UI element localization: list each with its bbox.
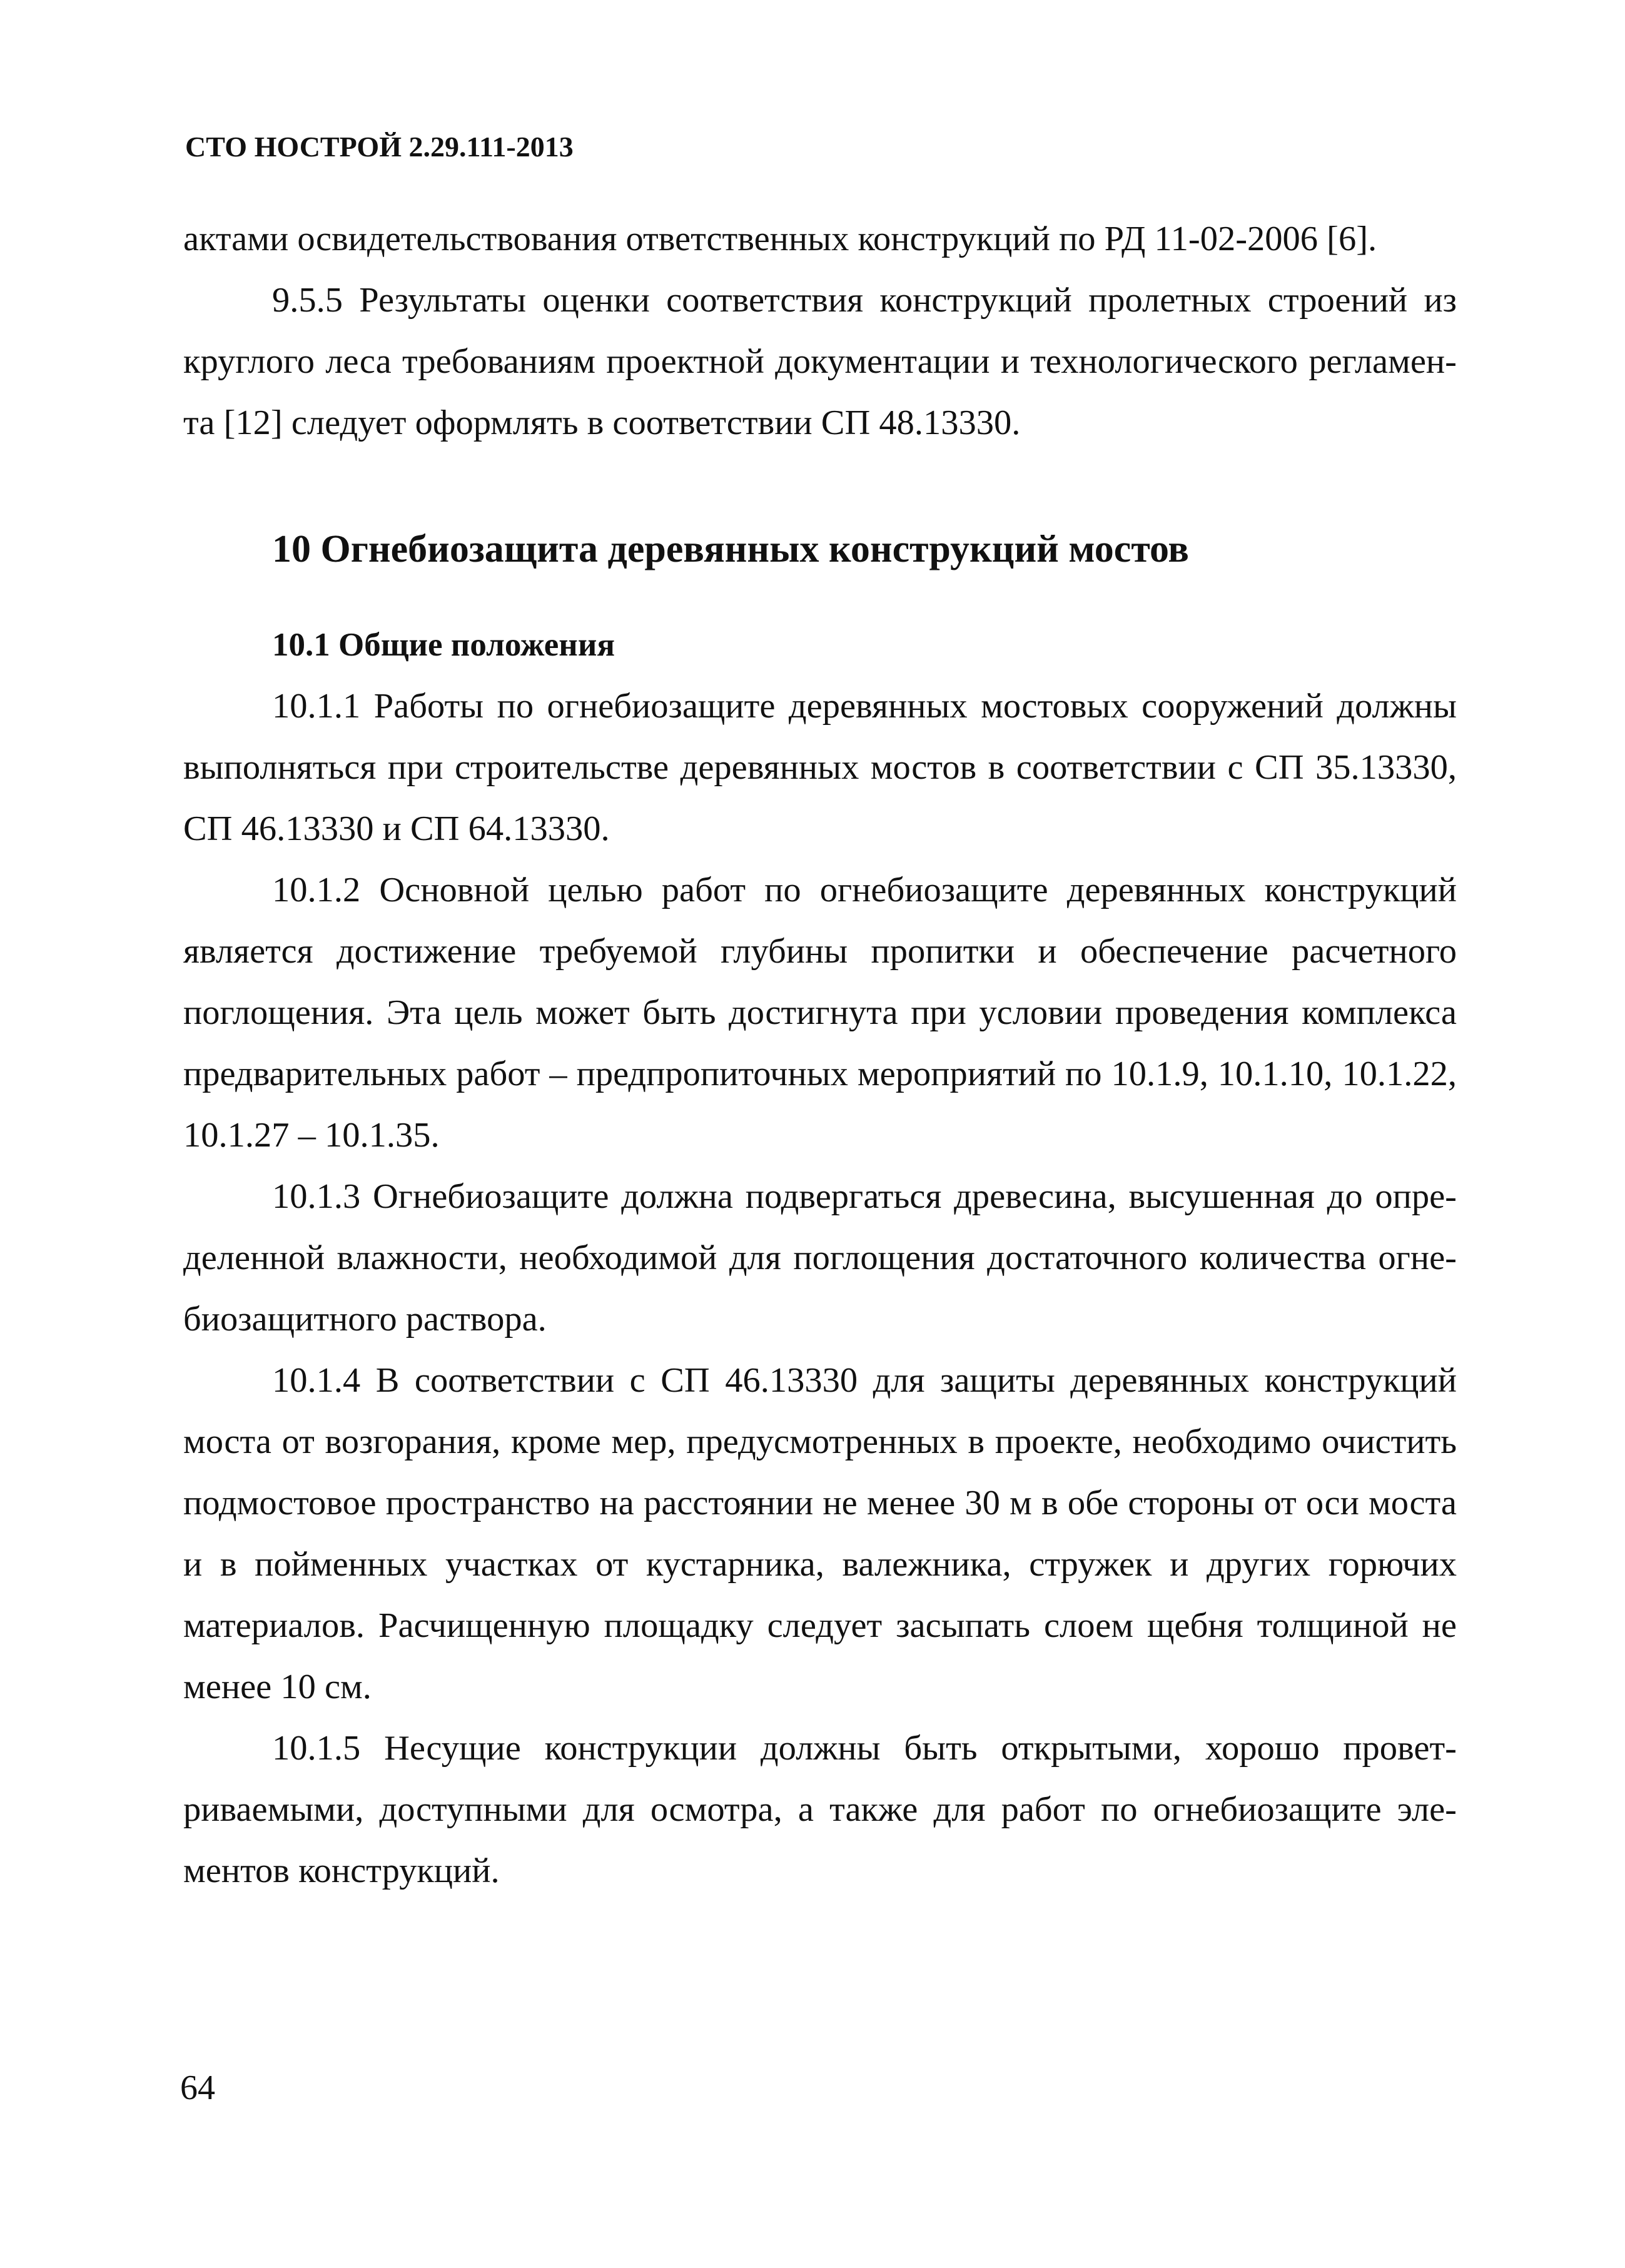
paragraph-continuation: актами освидетельствования ответственных конструкций по РД 11-02-2006 [6]. [183, 220, 1377, 258]
paragraph-10-1-4: 10.1.4 В соответствии с СП 46.13330 для защиты деревянных конструкций моста от возгорания, кроме мер, предусмотренных в проекте, необходимо очистить подмостовое пространство на расстоянии не менее 30 м в обе стороны от оси моста и в пойменных участках от кустарника, валежника, стружек и других горючих материалов. Расчищенную площадку следует засыпать слоем щебня толщиной не менее 10 см. [183, 1361, 1457, 1706]
paragraph-10-1-5: 10.1.5 Несущие конструкции должны быть открытыми, хорошо проветриваемыми, доступными для осмотра, а также для работ по огнебиозащите элементов конструкций. [183, 1729, 1457, 1890]
subsection-heading: 10.1 Общие положения [272, 627, 615, 663]
paragraph-10-1-2: 10.1.2 Основной целью работ по огнебиозащите деревянных конструкций является достижение требуемой глубины пропитки и обеспечение расчетного поглощения. Эта цель может быть достигнута при условии проведения комплекса предварительных работ – предпропиточных мероприятий по 10.1.9, 10.1.10, 10.1.22, 10.1.27 – 10.1.35. [183, 871, 1457, 1155]
page-body [183, 208, 1457, 1901]
paragraph-10-1-1: 10.1.1 Работы по огнебиозащите деревянных мостовых сооружений должны выполняться при строительстве деревянных мостов в соответствии с СП 35.13330, СП 46.13330 и СП 64.13330. [183, 687, 1457, 848]
paragraph-10-1-3: 10.1.3 Огнебиозащите должна подвергаться древесина, высушенная до определенной влажности, необходимой для поглощения достаточного количества огнебиозащитного раствора. [183, 1177, 1457, 1339]
paragraph-9-5-5: 9.5.5 Результаты оценки соответствия конструкций пролетных строений из круглого леса требованиям проектной документации и технологического регламента [12] следует оформлять в соответствии СП 48.13330. [183, 281, 1457, 442]
section-heading: 10 Огнебиозащита деревянных конструкций мостов [272, 528, 1189, 570]
running-header: СТО НОСТРОЙ 2.29.111-2013 [185, 131, 574, 163]
page-number: 64 [180, 2068, 215, 2107]
